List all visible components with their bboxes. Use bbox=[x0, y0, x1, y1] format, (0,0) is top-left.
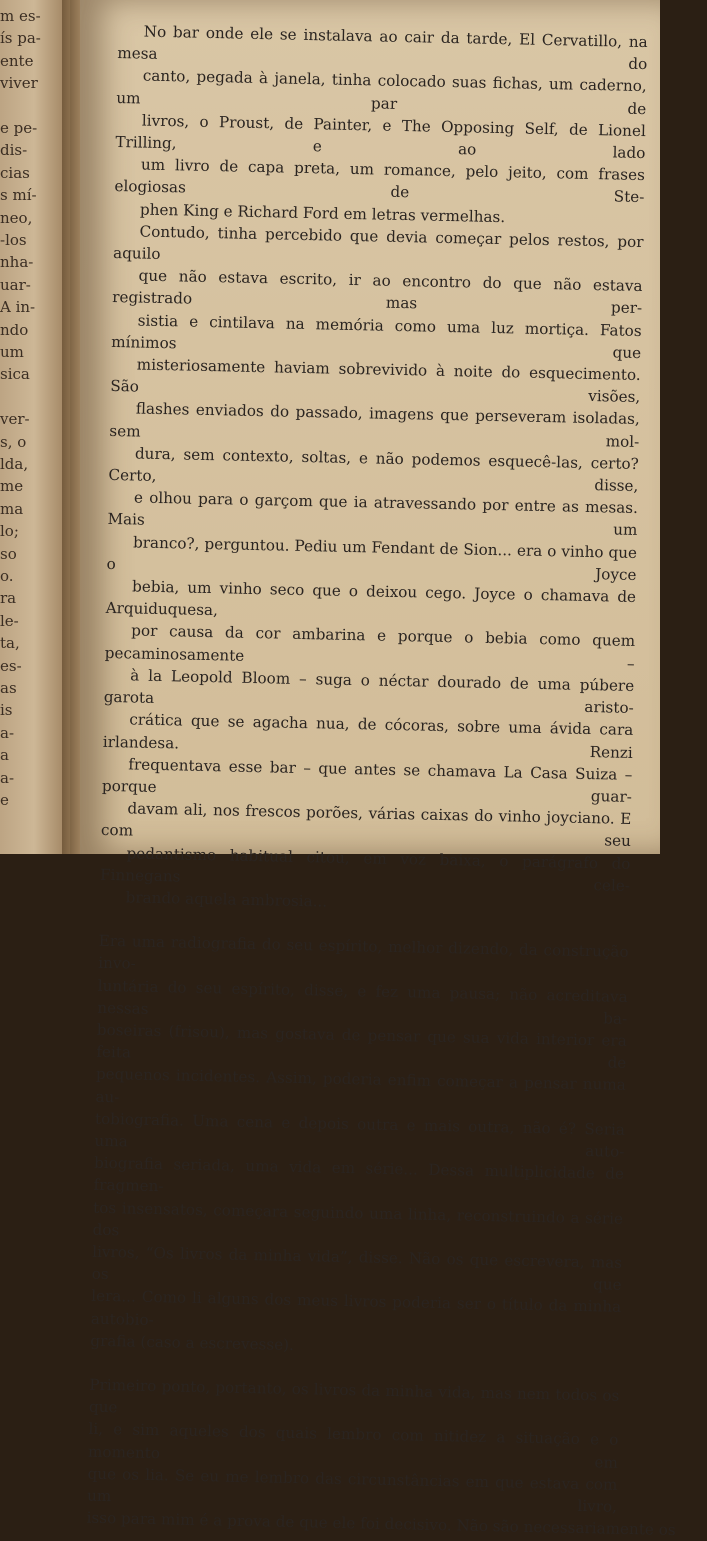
left-page-fragment: so bbox=[0, 544, 17, 563]
left-page-fragment: neo, bbox=[0, 208, 33, 227]
text-line: misteriosamente haviam sobrevivido à noite do esquecimento. São visões, bbox=[110, 355, 641, 407]
left-page-fragment: ta, bbox=[0, 634, 20, 653]
left-page-fragment: as bbox=[0, 679, 17, 697]
left-page-fragment: o. bbox=[0, 567, 14, 585]
text-line: crática que se agacha nua, de cócoras, sobre uma ávida cara irlandesa. Renzi bbox=[102, 710, 634, 762]
text-line: Era uma radiografia do seu espírito, melhor dizendo, da construção invo- bbox=[98, 931, 629, 973]
text-line: branco?, perguntou. Pediu um Fendant de Sion... era o vinho que o Joyce bbox=[106, 533, 638, 584]
left-page-fragment: -los bbox=[0, 231, 27, 249]
text-line: phen King e Richard Ford em letras vermelhas. bbox=[139, 200, 506, 226]
text-line: tos insensatos, começara seguindo uma linha, reconstruindo a série dos bbox=[92, 1198, 624, 1240]
page-text bbox=[86, 20, 676, 1540]
paragraph-3 bbox=[90, 930, 629, 1363]
left-page-fragment: sica bbox=[0, 365, 30, 384]
text-line: por causa da cor ambarina e porque o bebia como quem pecaminosamente – bbox=[104, 621, 636, 673]
left-page-fragment: ente bbox=[0, 51, 34, 70]
text-line: livros, “Os livros da minha vida”, disse. Não os que escrevera, mas os que bbox=[91, 1242, 623, 1294]
left-page-fragment: cias bbox=[0, 163, 30, 182]
text-line: pequenos incidentes. Assim, poderia enfim começar a pensar numa au- bbox=[95, 1065, 626, 1106]
left-page-fragment: nha- bbox=[0, 253, 34, 272]
left-page-fragment: um bbox=[0, 343, 24, 361]
left-page-fragment: dis- bbox=[0, 141, 28, 160]
left-page-fragment: e pe- bbox=[0, 119, 38, 137]
left-page-fragment: es- bbox=[0, 656, 22, 675]
text-line: pedantismo habitual citou, em voz baixa, o parágrafo do Finnegans cele- bbox=[99, 843, 631, 895]
text-line: boseiras (frisou), mas gostava de pensar que sua vida interior era feita de bbox=[96, 1020, 627, 1073]
text-line: canto, pegada à janela, tinha colocado suas fichas, um caderno, um par de bbox=[116, 66, 647, 118]
text-line: tobiografia. Uma cena e depois outra e mais outra, não é? Seria uma auto- bbox=[94, 1109, 626, 1161]
paragraph-4 bbox=[86, 1374, 676, 1540]
right-page bbox=[80, 0, 676, 1540]
left-page-fragment: a bbox=[0, 746, 9, 765]
text-line: biografia seriada, uma vida em série... Dessa multiplicidade de fragmen- bbox=[93, 1153, 625, 1196]
left-page-fragment: m es- bbox=[0, 7, 41, 25]
text-line: à la Leopold Bloom – suga o néctar dourado de uma púbere garota aristo- bbox=[103, 666, 635, 718]
text-line: um livro de capa preta, um romance, pelo jeito, com frases elogiosas de Ste- bbox=[114, 155, 646, 207]
paragraph-1 bbox=[114, 20, 648, 231]
text-line: e olhou para o garçom que ia atravessando por entre as mesas. Mais um bbox=[107, 488, 639, 540]
text-line: bebia, um vinho seco que o deixou cego. Joyce o chamava de Arquiduquesa, bbox=[105, 577, 637, 620]
text-line: davam ali, nos frescos porões, várias caixas do vinho joyciano. E com seu bbox=[100, 799, 632, 851]
text-line: Primeiro ponto, portanto, os livros da minha vida, mas nem todos os que bbox=[88, 1375, 620, 1417]
text-line: flashes enviados do passado, imagens que perseveram isoladas, sem mol- bbox=[109, 399, 640, 451]
text-line: brando aquela ambrosia... bbox=[125, 888, 328, 911]
text-line: No bar onde ele se instalava ao cair da tarde, El Cervatillo, na mesa do bbox=[117, 22, 648, 74]
text-line: que os lia. Se eu me lembro das circunstâncias em que estava com um livro, bbox=[86, 1464, 618, 1516]
left-page-fragment: me bbox=[0, 477, 24, 496]
left-page-fragment: a- bbox=[0, 768, 15, 787]
left-page-fragment: viver bbox=[0, 74, 38, 93]
text-line: livros, o Proust, de Painter, e The Opposing Self, de Lionel Trilling, e ao lado bbox=[115, 111, 646, 163]
left-page-fragment: ndo bbox=[0, 320, 29, 339]
left-page-fragment: ver- bbox=[0, 410, 30, 429]
left-page bbox=[0, 0, 70, 854]
left-page-fragment: lo; bbox=[0, 522, 19, 541]
left-page-fragment: is bbox=[0, 701, 13, 720]
left-page-fragment: ma bbox=[0, 499, 24, 518]
left-page-fragment: a- bbox=[0, 723, 15, 742]
paragraph-2 bbox=[99, 220, 643, 919]
text-line: li, e sim aqueles dos quais lembro com nitidez a situação e o momento em bbox=[87, 1420, 619, 1472]
text-line: luntária do seu espírito, disse, e fez uma pausa; não acreditava nessas ba- bbox=[97, 976, 628, 1028]
text-line: isso para mim é a prova de que ele foi decisivo. Não são necessariamente os bbox=[86, 1508, 676, 1540]
left-page-fragment: ra bbox=[0, 589, 17, 608]
text-line: sistia e cintilava na memória como uma luz mortiça. Fatos mínimos que bbox=[111, 311, 642, 362]
text-line: grafia (caso a escrevesse). bbox=[90, 1331, 295, 1354]
text-line: lera... Como li alguns dos meus livros poderia ser o título da minha autobio- bbox=[90, 1287, 622, 1329]
text-line: frequentava esse bar – que antes se chamava La Casa Suiza – porque guar- bbox=[101, 755, 633, 806]
left-page-fragment: s mí- bbox=[0, 186, 37, 205]
left-page-fragment: e bbox=[0, 791, 9, 809]
left-page-fragment: ís pa- bbox=[0, 29, 41, 48]
left-page-fragment: uar- bbox=[0, 275, 31, 294]
left-page-fragment: le- bbox=[0, 611, 19, 630]
left-page-fragment: lda, bbox=[0, 455, 29, 473]
text-line: Contudo, tinha percebido que devia começar pelos restos, por aquilo bbox=[112, 222, 644, 263]
left-page-fragment: s, o bbox=[0, 432, 27, 451]
text-line: que não estava escrito, ir ao encontro do que não estava registrado mas per- bbox=[112, 266, 643, 318]
left-page-fragment: A in- bbox=[0, 298, 36, 317]
text-line: dura, sem contexto, soltas, e não podemos esquecê-las, certo? Certo, disse, bbox=[108, 444, 640, 496]
